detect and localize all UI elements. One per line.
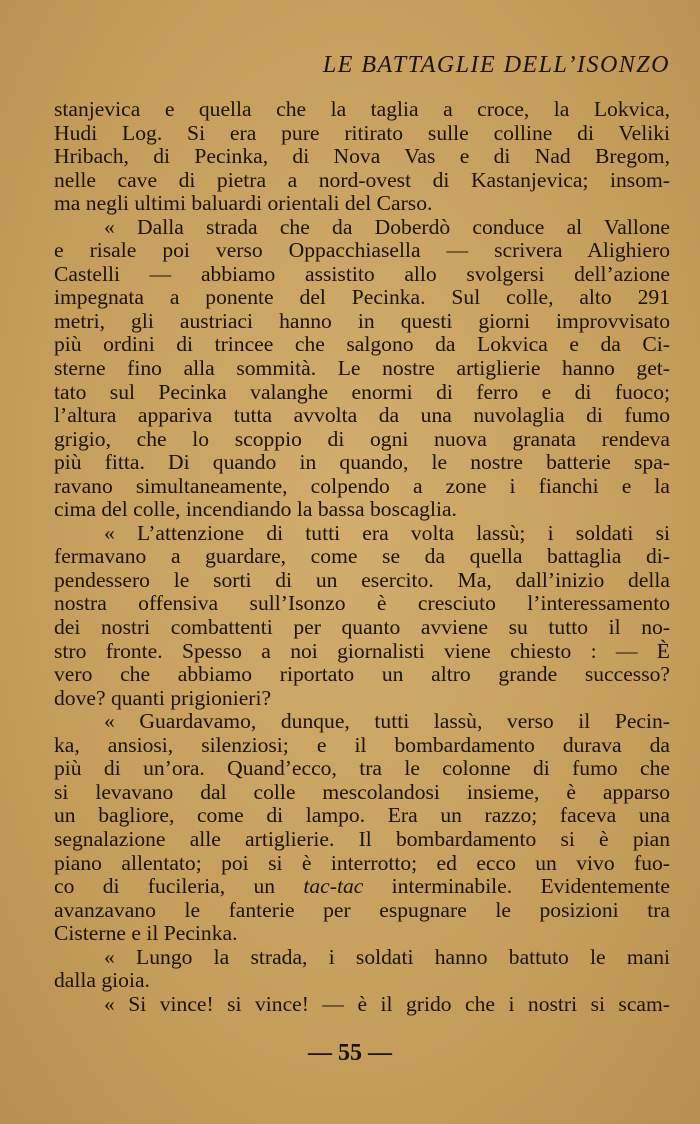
text-line — [54, 875, 670, 899]
text-line: « Lungo la strada, i soldati hanno battuto le mani — [104, 944, 670, 969]
text-line: un bagliore, come di lampo. Era un razzo; faceva una — [54, 803, 670, 828]
text-line: « Guardavamo, dunque, tutti lassù, verso il Pecin- — [104, 709, 670, 734]
text-line: più di un’ora. Quand’ecco, tra le colonne di fumo che — [54, 756, 670, 781]
page-number: — 55 — — [308, 1040, 392, 1066]
text-line: stro fronte. Spesso a noi giornalisti viene chiesto : — È — [54, 638, 670, 663]
italic-phrase: tac-tac — [303, 874, 364, 899]
text-line: piano allentato; poi si è interrotto; ed ecco un vivo fuo- — [54, 850, 670, 875]
text-line: grigio, che lo scoppio di ogni nuova granata rendeva — [54, 426, 670, 451]
body-text — [54, 98, 670, 1016]
text-line: nostra offensiva sull’Isonzo è cresciuto l’interessamento — [54, 591, 670, 616]
text-line: nelle cave di pietra a nord-ovest di Kastanjevica; insom- — [54, 167, 670, 192]
text-run: interminabile. Evidentemente — [363, 874, 670, 899]
text-line: metri, gli austriaci hanno in questi giorni improvvisato — [54, 308, 670, 333]
text-line: ma negli ultimi baluardi orientali del Carso. — [54, 191, 433, 216]
text-line: dalla gioia. — [54, 968, 150, 993]
running-head: LE BATTAGLIE DELL’ISONZO — [322, 52, 670, 78]
text-line: si levavano dal colle mescolandosi insieme, è apparso — [54, 779, 670, 804]
text-line: più fitta. Di quando in quando, le nostre batterie spa- — [54, 450, 670, 475]
text-line: Hribach, di Pecinka, di Nova Vas e di Nad Bregom, — [54, 144, 670, 169]
text-line: vero che abbiamo riportato un altro grande successo? — [54, 662, 670, 687]
text-line: « Si vince! si vince! — è il grido che i nostri si scam- — [104, 991, 670, 1016]
text-line: dei nostri combattenti per quanto avviene su tutto il no- — [54, 615, 670, 640]
text-line: « L’attenzione di tutti era volta lassù; i soldati si — [104, 520, 670, 545]
text-line: impegnata a ponente del Pecinka. Sul colle, alto 291 — [54, 285, 670, 310]
text-line: Cisterne e il Pecinka. — [54, 921, 238, 946]
text-line: cima del colle, incendiando la bassa boscaglia. — [54, 497, 457, 522]
text-line: ravano simultaneamente, colpendo a zone i fianchi e la — [54, 473, 670, 498]
text-line: dove? quanti prigionieri? — [54, 685, 272, 710]
text-line: Hudi Log. Si era pure ritirato sulle colline di Veliki — [54, 120, 670, 145]
text-line: l’altura appariva tutta avvolta da una nuvolaglia di fumo — [54, 403, 670, 428]
text-run: co di fucileria, un — [54, 874, 304, 899]
text-line: ka, ansiosi, silenziosi; e il bombardamento durava da — [54, 732, 670, 757]
text-line: e risale poi verso Oppacchiasella — scrivera Alighiero — [54, 238, 670, 263]
text-line: segnalazione alle artiglierie. Il bombardamento si è pian — [54, 826, 670, 851]
text-line: stanjevica e quella che la taglia a croce, la Lokvica, — [54, 97, 670, 121]
text-line: Castelli — abbiamo assistito allo svolgersi dell’azione — [54, 261, 670, 286]
text-line: fermavano a guardare, come se da quella battaglia di- — [54, 544, 670, 569]
text-line: tato sul Pecinka valanghe enormi di ferro e di fuoco; — [54, 379, 670, 404]
text-line: « Dalla strada che da Doberdò conduce al Vallone — [104, 214, 670, 239]
text-line: sterne fino alla sommità. Le nostre artiglierie hanno get- — [54, 356, 670, 381]
text-line: più ordini di trincee che salgono da Lokvica e da Ci- — [54, 332, 670, 357]
text-line: avanzavano le fanterie per espugnare le posizioni tra — [54, 897, 670, 922]
text-line: pendessero le sorti di un esercito. Ma, dall’inizio della — [54, 567, 670, 592]
